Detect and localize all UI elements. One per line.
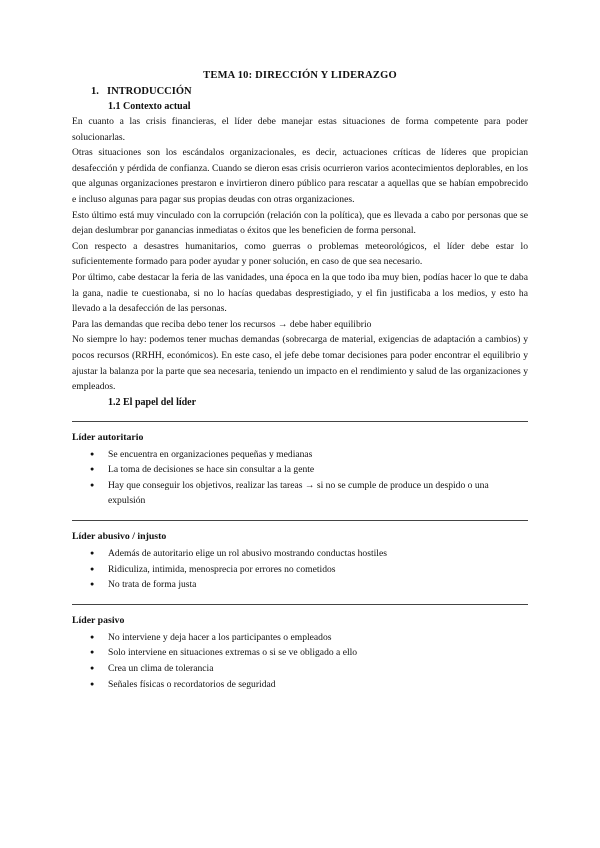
bullet-icon: ● [90,632,95,641]
paragraph: Esto último está muy vinculado con la corrupción (relación con la política), que es llevada a cabo por personas que se dejan deslumbrar por ganancias inmediatas o éxitos que les beneficien de forma personal. [72,209,528,237]
paragraph: Con respecto a desastres humanitarios, como guerras o problemas meteorológicos, el líder debe estar lo suficientemente formado para poder ayudar y poner solución, en caso de que sea necesario. [72,240,528,268]
list-item: ● Ridiculiza, intimida, menosprecia por errores no cometidos [72,562,528,578]
list-item: ● Se encuentra en organizaciones pequeñas y medianas [72,447,528,463]
bullet-list [72,546,528,593]
paragraph: Para las demandas que reciba debo tener los recursos → debe haber equilibrio [72,318,372,330]
leader-type-title: Líder pasivo [72,614,125,626]
leader-type-title: Líder autoritario [72,431,144,443]
paragraph: En cuanto a las crisis financieras, el líder debe manejar estas situaciones de forma competente para poder solucionarlas. [72,116,528,143]
document-page [72,70,528,692]
list-item: ● No interviene y deja hacer a los participantes o empleados [72,630,528,646]
bullet-icon: ● [90,480,95,489]
bullet-icon: ● [90,679,95,688]
section-heading [91,84,528,99]
section-label: INTRODUCCIÓN [107,86,192,97]
list-item: ● Hay que conseguir los objetivos, realizar las tareas → si no se cumple de produce un despido o una expulsión [90,479,489,507]
bullet-icon: ● [90,449,95,458]
list-item: ● Crea un clima de tolerancia [72,661,528,677]
list-item: ● No trata de forma justa [72,577,528,593]
paragraph: No siempre lo hay: podemos tener muchas demandas (sobrecarga de material, exigencias de adaptación a cambios) y pocos recursos (RRHH, económicos). En este caso, el jefe debe tomar decisiones para poder encontrar el equilibrio y ajustar la balanza por la parte que sea necesaria, teniendo un impacto en el rendimiento y salud de las organizaciones y empleados. [72,334,528,393]
leader-type-title: Líder abusivo / injusto [72,531,167,543]
bullet-icon: ● [90,580,95,589]
bullet-icon: ● [90,549,95,558]
paragraph: Por último, cabe destacar la feria de las vanidades, una época en la que todo iba muy bien, podías hacer lo que te daba la gana, nadie te cuestionaba, si no lo hacías quedabas desprestigiado, y el fin justificaba a los medios, y esto ha llevado a la desafección de las personas. [72,271,528,315]
bullet-list [72,447,528,509]
bullet-icon: ● [90,465,95,474]
subsection-heading-context: 1.1 Contexto actual [108,101,191,112]
list-item: ● La toma de decisiones se hace sin consultar a la gente [72,462,528,478]
list-item: ● Además de autoritario elige un rol abusivo mostrando conductas hostiles [72,546,528,562]
bullet-list [72,630,528,692]
bullet-icon: ● [90,564,95,573]
list-item: ● Solo interviene en situaciones extremas o si se ve obligado a ello [72,645,528,661]
divider [72,604,528,605]
divider [72,421,528,422]
bullet-icon: ● [90,664,95,673]
divider [72,520,528,521]
list-item: ● Señales físicas o recordatorios de seguridad [72,677,528,693]
subsection-heading-leader-role: 1.2 El papel del líder [108,396,197,408]
paragraph: Otras situaciones son los escándalos organizacionales, es decir, actuaciones críticas de líderes que propician desafección y pérdida de confianza. Cuando se dieron esas crisis ocurrieron varios acontecimientos deplorables, en los que algunas organizaciones prestaron e invirtieron dinero público para rescatar a aquellas que se habían empobrecido e incluso algunas para pagar sus propias deudas con otras organizaciones. [72,147,528,205]
page-title: TEMA 10: DIRECCIÓN Y LIDERAZGO [203,70,397,81]
section-number: 1. [91,86,99,97]
bullet-icon: ● [90,648,95,657]
